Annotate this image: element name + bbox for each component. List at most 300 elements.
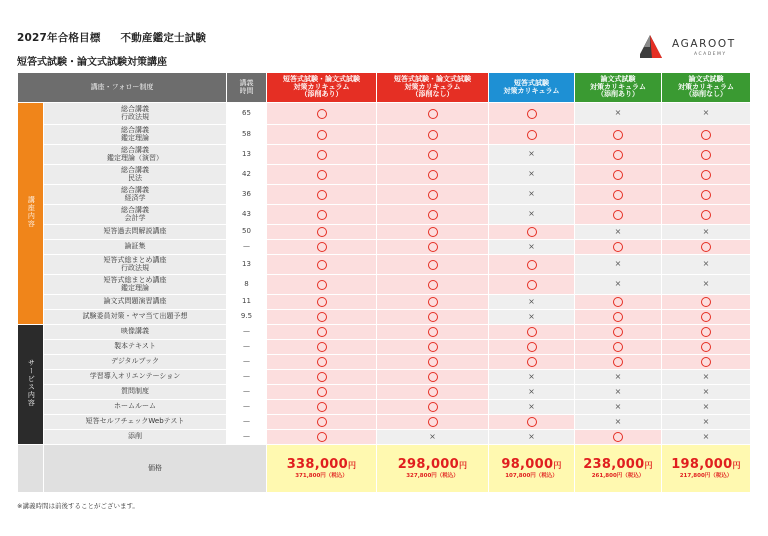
lecture-hours: 43 bbox=[227, 205, 267, 225]
plan-4-availability bbox=[575, 325, 662, 340]
lecture-hours: 36 bbox=[227, 185, 267, 205]
plan-5-availability bbox=[662, 430, 751, 445]
plan-header-line: （添削なし） bbox=[411, 90, 454, 99]
plan-1-availability bbox=[267, 255, 377, 275]
plan-2-availability bbox=[377, 385, 489, 400]
not-included-cross-icon: × bbox=[528, 431, 535, 441]
included-circle-icon bbox=[527, 280, 537, 290]
course-name-line: 短答セルフチェックWebテスト bbox=[85, 417, 185, 426]
included-circle-icon bbox=[613, 150, 623, 160]
lecture-hours: 8 bbox=[227, 275, 267, 295]
plan-1-availability bbox=[267, 325, 377, 340]
price-tax-included: 107,800円（税込） bbox=[505, 473, 558, 480]
price-value: 238,000 bbox=[583, 456, 645, 472]
included-circle-icon bbox=[613, 170, 623, 180]
plan-2-availability bbox=[377, 103, 489, 125]
course-name-line: 経済学 bbox=[124, 193, 146, 202]
plan-2-availability bbox=[377, 185, 489, 205]
included-circle-icon bbox=[527, 130, 537, 140]
included-circle-icon bbox=[701, 242, 711, 252]
lecture-hours: — bbox=[227, 325, 267, 340]
included-circle-icon bbox=[613, 297, 623, 307]
included-circle-icon bbox=[317, 327, 327, 337]
plan-3-availability bbox=[489, 310, 575, 325]
included-circle-icon bbox=[317, 280, 327, 290]
course-name-line: 添削 bbox=[128, 432, 142, 441]
included-circle-icon bbox=[428, 372, 438, 382]
lecture-hours: — bbox=[227, 430, 267, 445]
not-included-cross-icon: × bbox=[702, 371, 710, 381]
plan-4-availability bbox=[575, 400, 662, 415]
table-row bbox=[18, 385, 751, 400]
plan-2-availability bbox=[377, 205, 489, 225]
table-row bbox=[18, 295, 751, 310]
plan-3-availability bbox=[489, 165, 575, 185]
table-row bbox=[18, 125, 751, 145]
included-circle-icon bbox=[527, 260, 537, 270]
plan-3-availability bbox=[489, 355, 575, 370]
plan-header-line: 対策カリキュラム bbox=[293, 82, 350, 91]
course-name bbox=[44, 325, 227, 340]
plan-4-availability bbox=[575, 165, 662, 185]
lecture-hours: 50 bbox=[227, 225, 267, 240]
included-circle-icon bbox=[428, 402, 438, 412]
not-included-cross-icon: × bbox=[614, 401, 622, 411]
price-unit: 円 bbox=[553, 460, 562, 470]
plan-2-availability bbox=[377, 225, 489, 240]
table-row bbox=[18, 275, 751, 295]
not-included-cross-icon: × bbox=[528, 209, 535, 219]
plan-5-availability bbox=[662, 325, 751, 340]
table-row bbox=[18, 240, 751, 255]
included-circle-icon bbox=[527, 357, 537, 367]
price-unit: 円 bbox=[459, 460, 468, 470]
table-row bbox=[18, 185, 751, 205]
plan-4-availability bbox=[575, 355, 662, 370]
plan-1-availability bbox=[267, 225, 377, 240]
included-circle-icon bbox=[317, 150, 327, 160]
course-name-line: 短答式総まとめ講座 bbox=[103, 275, 167, 284]
not-included-cross-icon: × bbox=[528, 149, 535, 159]
plan-5-availability bbox=[662, 240, 751, 255]
plan-5-availability bbox=[662, 125, 751, 145]
included-circle-icon bbox=[317, 312, 327, 322]
included-circle-icon bbox=[428, 280, 438, 290]
lecture-hours: 9.5 bbox=[227, 310, 267, 325]
included-circle-icon bbox=[613, 312, 623, 322]
not-included-cross-icon: × bbox=[614, 371, 622, 381]
plan-5-availability bbox=[662, 340, 751, 355]
plan-2-availability bbox=[377, 340, 489, 355]
plan-1-availability bbox=[267, 355, 377, 370]
table-row bbox=[18, 430, 751, 445]
plan-4-availability bbox=[575, 125, 662, 145]
price-unit: 円 bbox=[732, 460, 741, 470]
plan-header-line: 対策カリキュラム bbox=[590, 82, 646, 91]
plan-3-availability bbox=[489, 185, 575, 205]
not-included-cross-icon: × bbox=[528, 189, 535, 199]
price-value: 98,000 bbox=[501, 456, 554, 472]
course-name bbox=[44, 275, 227, 295]
plan-5-availability bbox=[662, 103, 751, 125]
plan-1-availability bbox=[267, 185, 377, 205]
plan-5-availability bbox=[662, 205, 751, 225]
footnote: ※講義時間は前後することがございます。 bbox=[17, 502, 139, 510]
plan-header-line: （添削あり） bbox=[300, 90, 343, 99]
price-tax-included: 217,800円（税込） bbox=[679, 473, 733, 480]
lecture-hours: 42 bbox=[227, 165, 267, 185]
plan-1-availability bbox=[267, 385, 377, 400]
course-name-line: 総合講義 bbox=[121, 205, 149, 214]
course-name bbox=[44, 185, 227, 205]
price-plan-2 bbox=[377, 445, 489, 493]
plan-5-availability bbox=[662, 295, 751, 310]
course-name bbox=[44, 340, 227, 355]
plan-4-availability bbox=[575, 340, 662, 355]
course-name-line: 会計学 bbox=[124, 213, 146, 222]
course-name-line: 行政法規 bbox=[121, 263, 149, 272]
course-name-line: 学習導入オリエンテーション bbox=[89, 372, 181, 381]
course-name-line: 製本テキスト bbox=[114, 342, 156, 351]
lecture-hours: 58 bbox=[227, 125, 267, 145]
included-circle-icon bbox=[317, 432, 327, 442]
table-header-row bbox=[18, 73, 751, 103]
course-name bbox=[44, 430, 227, 445]
included-circle-icon bbox=[701, 130, 711, 140]
plan-5-availability bbox=[662, 255, 751, 275]
plan-3-availability bbox=[489, 255, 575, 275]
plan-1-availability bbox=[267, 205, 377, 225]
plan-4-availability bbox=[575, 205, 662, 225]
included-circle-icon bbox=[701, 297, 711, 307]
plan-2-availability bbox=[377, 295, 489, 310]
not-included-cross-icon: × bbox=[614, 279, 622, 289]
course-name bbox=[44, 125, 227, 145]
plan-header-line: 短答式試験 bbox=[514, 78, 549, 87]
plan-4-availability bbox=[575, 385, 662, 400]
course-name-line: 鑑定理論（演習） bbox=[107, 153, 163, 162]
included-circle-icon bbox=[317, 342, 327, 352]
not-included-cross-icon: × bbox=[702, 416, 710, 426]
plan-3-availability bbox=[489, 275, 575, 295]
table-row bbox=[18, 255, 751, 275]
price-label: 価格 bbox=[44, 445, 267, 493]
course-name bbox=[44, 415, 227, 430]
included-circle-icon bbox=[317, 210, 327, 220]
plan-header-line: 対策カリキュラム bbox=[404, 82, 461, 91]
not-included-cross-icon: × bbox=[528, 169, 535, 179]
not-included-cross-icon: × bbox=[702, 108, 710, 118]
table-row bbox=[18, 103, 751, 125]
plan-1-availability bbox=[267, 310, 377, 325]
plan-5-availability bbox=[662, 355, 751, 370]
lecture-hours: 65 bbox=[227, 103, 267, 125]
plan-3-availability bbox=[489, 340, 575, 355]
course-name bbox=[44, 103, 227, 125]
included-circle-icon bbox=[317, 417, 327, 427]
price-value: 298,000 bbox=[397, 456, 459, 472]
price-amount bbox=[377, 458, 488, 473]
plan-4-availability bbox=[575, 370, 662, 385]
included-circle-icon bbox=[428, 260, 438, 270]
price-unit: 円 bbox=[644, 460, 653, 470]
course-name bbox=[44, 310, 227, 325]
course-name-line: 総合講義 bbox=[121, 185, 149, 194]
lecture-hours: — bbox=[227, 385, 267, 400]
lecture-hours: — bbox=[227, 355, 267, 370]
column-header-plan-3 bbox=[489, 73, 575, 103]
course-name bbox=[44, 255, 227, 275]
price-amount bbox=[662, 458, 750, 473]
included-circle-icon bbox=[527, 327, 537, 337]
table-row bbox=[18, 205, 751, 225]
plan-2-availability bbox=[377, 355, 489, 370]
plan-1-availability bbox=[267, 340, 377, 355]
price-plan-3 bbox=[489, 445, 575, 493]
section-label bbox=[18, 103, 44, 325]
course-name-line: ホームルーム bbox=[114, 402, 156, 411]
plan-header-line: 対策カリキュラム bbox=[678, 82, 734, 91]
included-circle-icon bbox=[317, 130, 327, 140]
price-row bbox=[18, 445, 751, 493]
included-circle-icon bbox=[428, 109, 438, 119]
included-circle-icon bbox=[428, 327, 438, 337]
not-included-cross-icon: × bbox=[528, 371, 535, 381]
price-value: 198,000 bbox=[671, 456, 733, 472]
included-circle-icon bbox=[428, 297, 438, 307]
plan-5-availability bbox=[662, 370, 751, 385]
not-included-cross-icon: × bbox=[702, 431, 710, 441]
plan-header-line: 短答式試験・論文式試験 bbox=[394, 74, 471, 83]
plan-3-availability bbox=[489, 430, 575, 445]
lecture-hours: — bbox=[227, 370, 267, 385]
plan-4-availability bbox=[575, 295, 662, 310]
lecture-hours: — bbox=[227, 415, 267, 430]
included-circle-icon bbox=[428, 130, 438, 140]
course-name-line: 試験委員対策・ヤマ当て出題予想 bbox=[82, 312, 188, 321]
course-name bbox=[44, 145, 227, 165]
course-name-line: 論証集 bbox=[124, 242, 146, 251]
included-circle-icon bbox=[428, 342, 438, 352]
lecture-hours: 13 bbox=[227, 145, 267, 165]
plan-4-availability bbox=[575, 185, 662, 205]
included-circle-icon bbox=[701, 170, 711, 180]
not-included-cross-icon: × bbox=[702, 259, 710, 269]
course-name bbox=[44, 205, 227, 225]
included-circle-icon bbox=[317, 260, 327, 270]
course-name bbox=[44, 370, 227, 385]
plan-2-availability bbox=[377, 415, 489, 430]
included-circle-icon bbox=[428, 210, 438, 220]
plan-2-availability bbox=[377, 370, 489, 385]
price-amount bbox=[575, 458, 661, 473]
included-circle-icon bbox=[317, 109, 327, 119]
plan-5-availability bbox=[662, 385, 751, 400]
price-plan-4 bbox=[575, 445, 662, 493]
included-circle-icon bbox=[317, 387, 327, 397]
plan-3-availability bbox=[489, 205, 575, 225]
price-tax-included: 327,800円（税込） bbox=[406, 473, 459, 480]
included-circle-icon bbox=[613, 357, 623, 367]
table-row bbox=[18, 310, 751, 325]
plan-4-availability bbox=[575, 225, 662, 240]
included-circle-icon bbox=[317, 402, 327, 412]
price-value: 338,000 bbox=[286, 456, 348, 472]
included-circle-icon bbox=[701, 312, 711, 322]
logo-subtext: ACADEMY bbox=[694, 52, 727, 57]
included-circle-icon bbox=[317, 297, 327, 307]
included-circle-icon bbox=[428, 242, 438, 252]
included-circle-icon bbox=[613, 190, 623, 200]
table-body bbox=[18, 103, 751, 445]
price-tax-included: 371,800円（税込） bbox=[295, 473, 348, 480]
plan-1-availability bbox=[267, 103, 377, 125]
course-name bbox=[44, 355, 227, 370]
plan-3-availability bbox=[489, 415, 575, 430]
lecture-hours: — bbox=[227, 400, 267, 415]
included-circle-icon bbox=[428, 387, 438, 397]
plan-1-availability bbox=[267, 275, 377, 295]
not-included-cross-icon: × bbox=[429, 431, 436, 441]
plan-2-availability bbox=[377, 325, 489, 340]
hours-header-line: 講義 bbox=[239, 78, 254, 87]
table-row bbox=[18, 145, 751, 165]
column-header-plan-4 bbox=[575, 73, 662, 103]
price-tax-included: 261,800円（税込） bbox=[591, 473, 645, 480]
included-circle-icon bbox=[613, 327, 623, 337]
plan-2-availability bbox=[377, 145, 489, 165]
course-name-line: 総合講義 bbox=[121, 104, 149, 113]
plan-5-availability bbox=[662, 145, 751, 165]
table-row bbox=[18, 355, 751, 370]
plan-3-availability bbox=[489, 370, 575, 385]
price-row-spacer bbox=[18, 445, 44, 493]
plan-2-availability bbox=[377, 125, 489, 145]
included-circle-icon bbox=[317, 357, 327, 367]
plan-header-line: 論文式試験 bbox=[600, 74, 636, 83]
plan-header-line: （添削なし） bbox=[685, 90, 727, 99]
not-included-cross-icon: × bbox=[528, 401, 535, 411]
not-included-cross-icon: × bbox=[702, 279, 710, 289]
plan-5-availability bbox=[662, 275, 751, 295]
plan-1-availability bbox=[267, 370, 377, 385]
section-label bbox=[18, 325, 44, 445]
included-circle-icon bbox=[701, 357, 711, 367]
plan-5-availability bbox=[662, 310, 751, 325]
lecture-hours: 11 bbox=[227, 295, 267, 310]
curriculum-comparison-table bbox=[17, 72, 751, 493]
course-name-line: 総合講義 bbox=[121, 165, 149, 174]
course-name-line: 論文式問題演習講座 bbox=[103, 297, 167, 306]
included-circle-icon bbox=[317, 242, 327, 252]
included-circle-icon bbox=[527, 342, 537, 352]
lecture-hours: — bbox=[227, 340, 267, 355]
plan-4-availability bbox=[575, 415, 662, 430]
plan-2-availability bbox=[377, 275, 489, 295]
column-header-plan-5 bbox=[662, 73, 751, 103]
course-name-line: 短答過去問解説講座 bbox=[103, 227, 167, 236]
plan-4-availability bbox=[575, 430, 662, 445]
included-circle-icon bbox=[613, 342, 623, 352]
plan-2-availability bbox=[377, 400, 489, 415]
lecture-hours: — bbox=[227, 240, 267, 255]
plan-2-availability bbox=[377, 310, 489, 325]
included-circle-icon bbox=[317, 372, 327, 382]
course-name bbox=[44, 225, 227, 240]
included-circle-icon bbox=[527, 109, 537, 119]
included-circle-icon bbox=[701, 342, 711, 352]
included-circle-icon bbox=[317, 170, 327, 180]
plan-5-availability bbox=[662, 415, 751, 430]
course-name bbox=[44, 400, 227, 415]
plan-header-line: 短答式試験・論文式試験 bbox=[283, 74, 360, 83]
plan-5-availability bbox=[662, 165, 751, 185]
plan-3-availability bbox=[489, 225, 575, 240]
title-target-year: 2027年合格目標 bbox=[17, 32, 101, 44]
price-amount bbox=[489, 458, 574, 473]
plan-header-line: 論文式試験 bbox=[688, 74, 724, 83]
course-name bbox=[44, 240, 227, 255]
column-header-plan-1 bbox=[267, 73, 377, 103]
included-circle-icon bbox=[613, 432, 623, 442]
not-included-cross-icon: × bbox=[702, 386, 710, 396]
course-name-line: 短答式総まとめ講座 bbox=[103, 255, 167, 264]
plan-3-availability bbox=[489, 400, 575, 415]
included-circle-icon bbox=[527, 417, 537, 427]
course-name-line: 質問制度 bbox=[121, 387, 149, 396]
plan-4-availability bbox=[575, 103, 662, 125]
plan-3-availability bbox=[489, 240, 575, 255]
plan-3-availability bbox=[489, 125, 575, 145]
plan-1-availability bbox=[267, 415, 377, 430]
included-circle-icon bbox=[317, 227, 327, 237]
table-row bbox=[18, 415, 751, 430]
price-amount bbox=[267, 458, 376, 473]
not-included-cross-icon: × bbox=[614, 108, 622, 118]
plan-5-availability bbox=[662, 225, 751, 240]
not-included-cross-icon: × bbox=[614, 259, 622, 269]
plan-4-availability bbox=[575, 255, 662, 275]
course-name-line: 民法 bbox=[128, 173, 142, 182]
plan-4-availability bbox=[575, 275, 662, 295]
course-name-line: 行政法規 bbox=[121, 112, 149, 121]
plan-1-availability bbox=[267, 400, 377, 415]
included-circle-icon bbox=[428, 417, 438, 427]
page-title bbox=[17, 30, 206, 45]
plan-2-availability bbox=[377, 430, 489, 445]
plan-1-availability bbox=[267, 125, 377, 145]
course-name-line: 総合講義 bbox=[121, 125, 149, 134]
course-name-line: 映像講義 bbox=[121, 327, 149, 336]
included-circle-icon bbox=[428, 150, 438, 160]
plan-1-availability bbox=[267, 295, 377, 310]
plan-2-availability bbox=[377, 165, 489, 185]
table-row bbox=[18, 340, 751, 355]
plan-3-availability bbox=[489, 103, 575, 125]
section-label-text: 講座内容 bbox=[27, 196, 36, 229]
section-label-text: サービス内容 bbox=[27, 359, 36, 408]
plan-3-availability bbox=[489, 145, 575, 165]
not-included-cross-icon: × bbox=[528, 296, 535, 306]
plan-1-availability bbox=[267, 430, 377, 445]
course-name-line: 総合講義 bbox=[121, 145, 149, 154]
not-included-cross-icon: × bbox=[702, 401, 710, 411]
course-name-line: 鑑定理論 bbox=[121, 283, 149, 292]
price-plan-1 bbox=[267, 445, 377, 493]
plan-5-availability bbox=[662, 400, 751, 415]
included-circle-icon bbox=[317, 190, 327, 200]
not-included-cross-icon: × bbox=[614, 226, 622, 236]
